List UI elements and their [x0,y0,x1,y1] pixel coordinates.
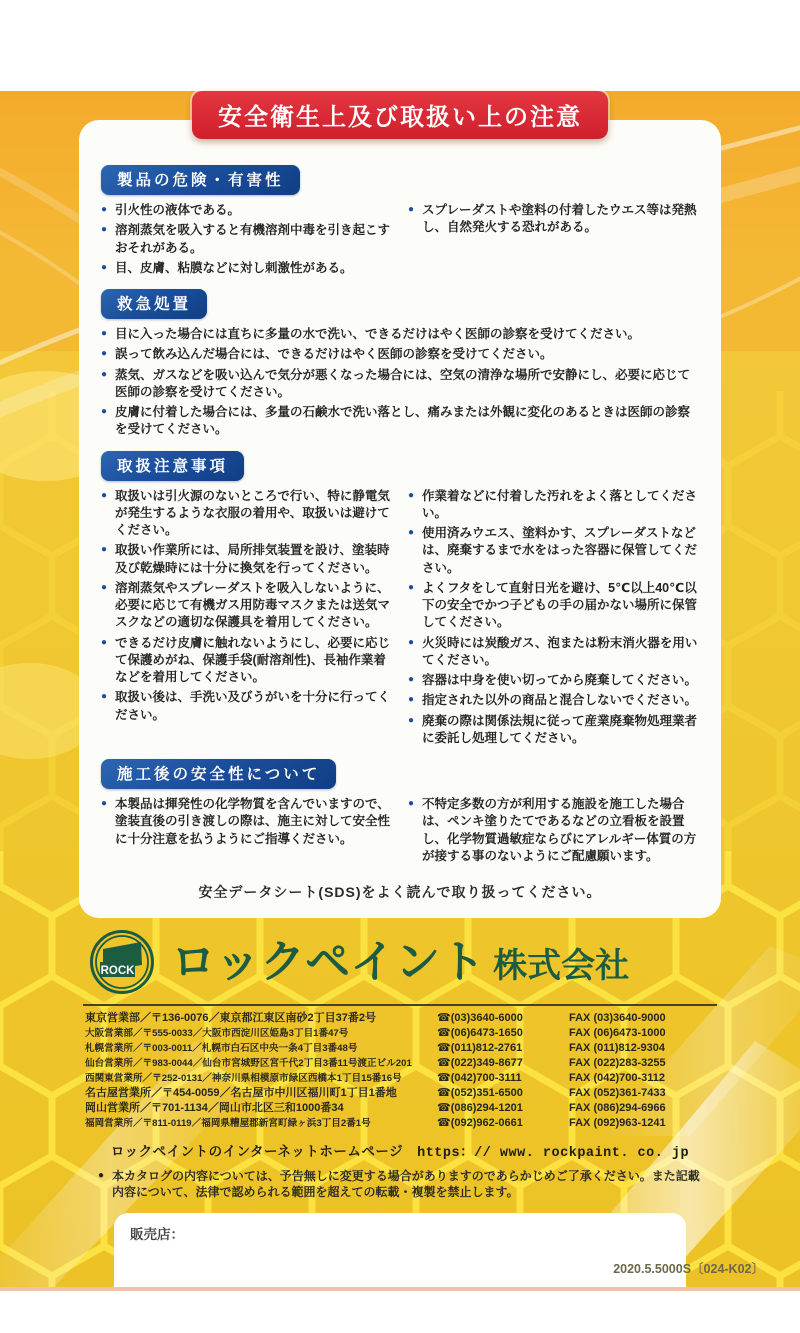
bullet-item: ● 本製品は揮発性の化学物質を含んでいますので、塗装直後の引き渡しの際は、施主に対して安全性に十分注意を払うようにご指導ください。 [101,797,391,846]
bullet-icon: ● [408,798,415,809]
office-address: 仙台営業所／〒983-0044／仙台市宮城野区宮千代2丁目3番11号渡正ビル201 [85,1057,412,1069]
office-tel: ☎(022)349-8677 [437,1056,523,1069]
bullet-item: ● 取扱い作業所には、局所排気装置を設け、塗装時及び乾燥時には十分に換気を行ってください。 [101,543,390,575]
company-info-zone [79,922,721,1201]
bullet-icon: ● [408,581,415,593]
catalog-back-page [0,91,800,1291]
office-address: 福岡営業所／〒811-0119／福岡県糟屋郡新宮町緑ヶ浜3丁目2番1号 [85,1117,371,1129]
office-row [79,1101,721,1116]
hazards-list-left [101,202,392,277]
bullet-icon: ● [408,489,415,501]
homepage-label: ロックペイントのインターネットホームページ [110,1143,404,1159]
bullet-icon: ● [101,798,108,809]
office-table [79,1011,721,1131]
bullet-icon: ● [408,694,415,706]
handling-list-right [408,488,699,748]
bullet-icon: ● [101,224,108,236]
bullet-icon: ● [408,714,415,726]
section-heading-post-construction: 施工後の安全性について [101,759,336,789]
section-product-hazards [101,156,699,280]
bullet-item: ● 皮膚に付着した場合には、多量の石鹸水で洗い落とし、痛みまたは外観に変化のあるときは医師の診察を受けてください。 [101,405,691,437]
first-aid-list [101,326,699,439]
section-first-aid [101,280,699,439]
office-fax: FAX (042)700-3112 [569,1071,666,1084]
bullet-item: ● スプレーダストや塗料の付着したウエス等は発熱し、自然発火する恐れがある。 [408,203,697,235]
bullet-item: ● よくフタをして直射日光を避け、5℃以上40℃以下の安全でかつ子どもの手の届かない場所に保管してください。 [408,580,698,630]
rock-badge-icon [89,929,155,995]
section-handling [101,442,699,751]
post-construction-list-right [408,796,699,865]
section-post-construction [101,750,699,868]
office-row [79,1041,721,1056]
office-fax: FAX (011)812-9304 [569,1041,666,1054]
office-address: 札幌営業所／〒003-0011／札幌市白石区中央一条4丁目3番48号 [85,1042,358,1054]
bullet-item: ● 目に入った場合には直ちに多量の水で洗い、できるだけはやく医師の診察を受けてください。 [101,327,641,341]
office-row [79,1116,721,1131]
company-suffix: 株式会社 [493,946,630,985]
company-name: ロックペイント [171,935,486,987]
office-fax: FAX (06)6473-1000 [569,1026,666,1039]
bullet-item: ● 廃棄の際は関係法規に従って産業廃棄物処理業者に委託し処理してください。 [408,713,698,745]
office-row [79,1011,721,1026]
bullet-item: ● 誤って飲み込んだ場合には、できるだけはやく医師の診察を受けてください。 [101,347,553,362]
bullet-icon: ● [408,636,415,648]
dealer-label: 販売店： [130,1227,184,1243]
bullet-item: ● 溶剤蒸気を吸入すると有機溶剤中毒を引き起こすおそれがある。 [101,223,391,255]
office-fax: FAX (03)3640-9000 [569,1012,666,1024]
bullet-icon: ● [408,527,415,538]
bullet-item: ● 指定された以外の商品と混合しないでください。 [408,693,698,708]
bullet-icon: ● [101,544,108,556]
bottom-edge-strip [0,1287,800,1291]
office-tel: ☎(042)700-3111 [437,1071,522,1084]
office-fax: FAX (052)361-7433 [569,1086,666,1099]
hazards-list-right [408,202,699,237]
bullet-item: ● 使用済みウエス、塗料かす、スプレーダストなどは、廃棄するまで水をはった容器に保管してください。 [408,526,698,575]
bullet-icon: ● [101,581,108,593]
safety-panel [79,120,721,918]
bullet-icon: ● [101,261,108,273]
bullet-item: ● 火災時には炭酸ガス、泡または粉末消火器を用いてください。 [408,635,698,667]
company-logo [79,922,721,1001]
svg-text:ROCK: ROCK [100,965,135,977]
office-tel: ☎(03)3640-6000 [437,1012,523,1024]
office-fax: FAX (086)294-6966 [569,1101,666,1114]
office-fax: FAX (022)283-3255 [569,1056,666,1069]
bullet-icon: ● [101,328,108,339]
section-heading-first-aid: 救急処置 [101,289,207,319]
office-fax: FAX (092)963-1241 [569,1116,666,1129]
homepage-url: https：// www. rockpaint. co. jp [417,1145,690,1161]
sds-note: 安全データシート(SDS)をよく読んで取り扱ってください。 [198,884,602,900]
bullet-item: ● 不特定多数の方が利用する施設を施工した場合は、ペンキ塗りたてであるなどの立看板を設置し、化学物質過敏症ならびにアレルギー体質の方が接する事のないようにご配慮願います。 [408,797,697,863]
bullet-icon: ● [98,1169,105,1181]
office-row [79,1086,721,1101]
bullet-item: ● 取扱いは引火源のないところで行い、特に静電気が発生するような衣服の着用や、取扱いは避けてください。 [101,488,390,537]
office-tel: ☎(052)351-6500 [437,1086,523,1099]
office-tel: ☎(092)962-0661 [437,1116,523,1129]
bullet-icon: ● [101,636,108,648]
office-tel: ☎(086)294-1201 [437,1101,523,1114]
office-address: 東京営業部／〒136-0076／東京都江東区南砂2丁目37番2号 [85,1012,376,1024]
bullet-icon: ● [101,406,108,417]
office-tel: ☎(06)6473-1650 [437,1026,523,1039]
section-heading-hazards: 製品の危険・有害性 [101,165,300,195]
bullet-icon: ● [101,691,108,703]
bullet-item: ● 蒸気、ガスなどを吸い込んで気分が悪くなった場合には、空気の清浄な場所で安静にし、必要に応じて 医師の診察を受けてください。 [101,367,691,399]
bullet-icon: ● [101,348,108,360]
bullet-icon: ● [101,204,108,215]
handling-list-left [101,488,392,724]
office-address: 名古屋営業所／〒454-0059／名古屋市中川区福川町1丁目1番地 [85,1086,397,1099]
office-address: 西関東営業所／〒252-0131／神奈川県相模原市緑区西橋本1丁目15番16号 [85,1072,402,1084]
bullet-icon: ● [101,489,108,501]
office-row [79,1026,721,1041]
homepage-line [79,1140,721,1161]
bullet-icon: ● [101,368,108,380]
bullet-item: ● できるだけ皮膚に触れないようにし、必要に応じて保護めがね、保護手袋(耐溶剤性)、長袖作業着などを着用してください。 [101,635,391,684]
office-address: 岡山営業所／〒701-1134／岡山市北区三和1000番34 [85,1101,344,1114]
safety-title: 安全衛生上及び取扱い上の注意 [192,91,608,139]
bullet-icon: ● [408,674,415,685]
bullet-item: ● 容器は中身を使い切ってから廃棄してください。 [408,673,698,687]
office-tel: ☎(011)812-2761 [437,1041,523,1054]
office-row [79,1056,721,1071]
dealer-box [114,1213,686,1333]
catalog-note: ● 本カタログの内容については、予告無しに変更する場合がありますのであらかじめご了承ください。また記載内容について、法律で認められる範囲を超えての転載・複製を禁止します。 [98,1168,700,1200]
bullet-item: ● 目、皮膚、粘膜などに対し刺激性がある。 [101,260,353,275]
doc-code: 2020.5.5000S〔024-K02〕 [613,1262,764,1276]
office-row [79,1071,721,1086]
office-address: 大阪営業部／〒555-0033／大阪市西淀川区姫島3丁目1番47号 [85,1027,349,1039]
section-heading-handling: 取扱注意事項 [101,451,244,481]
bullet-item: ● 取扱い後は、手洗い及びうがいを十分に行ってください。 [101,690,391,722]
bullet-icon: ● [408,204,415,215]
bullet-item: ● 溶剤蒸気やスプレーダストを吸入しないように、必要に応じて有機ガス用防毒マスクまたは送気マスクなどの適切な保護具を着用してください。 [101,580,391,630]
bullet-item: ● 作業着などに付着した汚れをよく落としてください。 [408,488,698,520]
post-construction-list-left [101,796,392,848]
bullet-item: ● 引火性の液体である。 [101,203,241,217]
offices-divider [83,1004,717,1006]
